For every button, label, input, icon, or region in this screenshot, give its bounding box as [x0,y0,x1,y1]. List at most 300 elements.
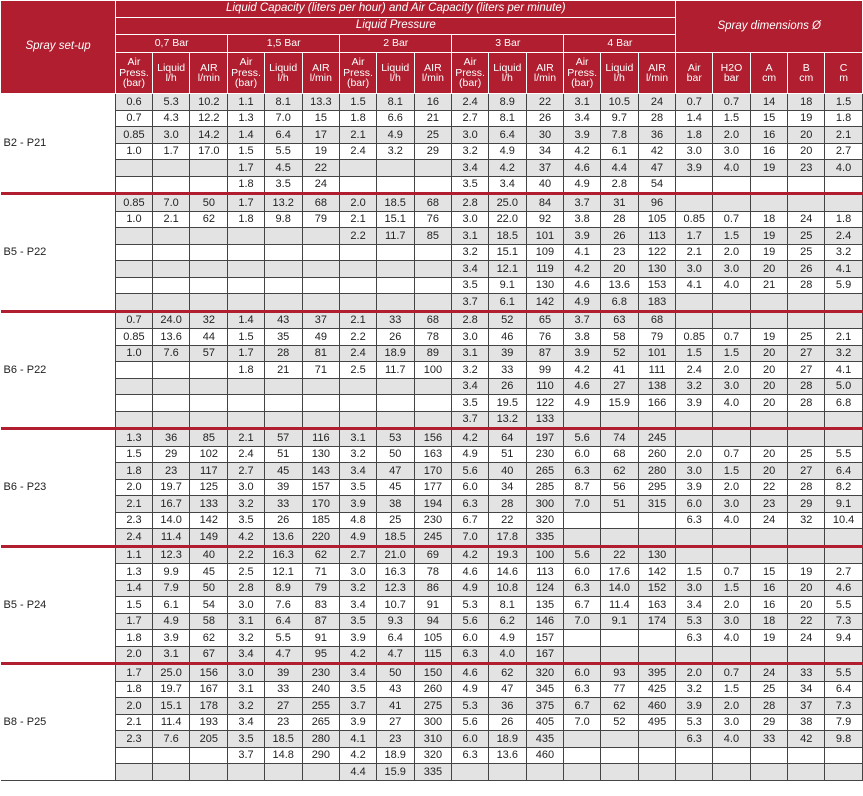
table-cell: 7.6 [152,345,190,362]
table-cell: 1.5 [340,94,377,111]
table-cell: 2.1 [152,211,190,228]
table-cell: 170 [302,496,340,513]
table-cell [600,411,638,429]
pressure-header: 3 Bar [452,35,564,53]
header-text: AIR [312,61,330,74]
table-row [1,613,863,630]
table-cell: 6.1 [152,597,190,614]
table-cell [190,261,228,278]
table-row [1,529,863,547]
table-cell: 1.5 [676,345,713,362]
table-cell: 3.1 [228,613,265,630]
table-cell: 174 [638,613,676,630]
table-cell: 20 [750,463,788,480]
table-cell: 3.2 [376,143,414,160]
table-cell: 14.2 [190,127,228,144]
table-cell: 2.4 [340,143,377,160]
table-cell [302,261,340,278]
table-cell: 28 [788,479,825,496]
table-cell: 20 [788,580,825,597]
table-cell: 12.2 [190,110,228,127]
table-cell: 163 [638,597,676,614]
table-cell: 3.7 [452,411,489,429]
table-cell: 3.2 [228,496,265,513]
table-cell: 27 [788,345,825,362]
table-cell: 10.7 [376,597,414,614]
table-cell [190,411,228,429]
table-cell: 3.0 [152,127,190,144]
table-cell: 62 [600,698,638,715]
table-cell: 3.2 [340,446,377,463]
table-cell: 3.2 [452,244,489,261]
table-cell [116,362,153,379]
table-cell: 6.4 [825,463,863,480]
pressure-header: 4 Bar [564,35,676,53]
table-cell: 27 [264,698,302,715]
table-cell: 14.6 [488,564,526,581]
table-cell: 3.1 [340,429,377,447]
table-cell: 2.0 [676,664,713,682]
table-cell: 3.2 [228,698,265,715]
table-cell [564,529,601,547]
table-cell: 4.7 [376,646,414,664]
table-cell: 2.1 [340,211,377,228]
table-cell: 13.3 [302,94,340,111]
table-cell: 9.8 [825,731,863,748]
table-cell [676,411,713,429]
table-cell: 33 [376,311,414,329]
table-cell: 4.4 [600,160,638,177]
table-cell: 6.8 [600,294,638,312]
table-cell: 10.5 [600,94,638,111]
table-cell: 3.4 [340,463,377,480]
air-flow-col-header [414,53,452,94]
table-row [1,110,863,127]
table-row [1,597,863,614]
table-cell: 3.5 [452,277,489,294]
table-cell: 6.7 [564,698,601,715]
table-cell: 5.5 [825,597,863,614]
table-cell [788,646,825,664]
table-cell: 0.7 [713,329,751,346]
table-cell [600,747,638,764]
table-cell: 8.1 [376,94,414,111]
table-cell: 40 [190,546,228,564]
table-cell: 4.9 [340,529,377,547]
table-cell: 3.1 [452,345,489,362]
table-cell: 2.7 [825,564,863,581]
table-cell: 3.9 [564,127,601,144]
table-cell [750,411,788,429]
table-cell: 21 [750,277,788,294]
table-cell: 3.2 [825,244,863,261]
table-row [1,143,863,160]
table-cell [414,277,452,294]
table-cell [414,395,452,412]
table-cell: 4.3 [152,110,190,127]
table-cell: 3.5 [264,176,302,194]
table-cell [190,764,228,781]
table-cell: 405 [526,714,564,731]
table-cell: 77 [600,681,638,698]
table-cell: 275 [414,698,452,715]
table-row [1,194,863,212]
table-cell [526,764,564,781]
table-cell [190,294,228,312]
table-cell: 1.5 [116,597,153,614]
table-cell: 45 [376,479,414,496]
table-cell [264,261,302,278]
table-row [1,378,863,395]
table-cell [152,378,190,395]
table-cell: 17.0 [190,143,228,160]
table-cell: 26 [526,110,564,127]
table-cell: 3.4 [228,646,265,664]
table-cell [825,194,863,212]
table-cell [116,411,153,429]
table-cell [152,362,190,379]
header-text: Press. [343,66,373,79]
table-cell: 28 [788,277,825,294]
table-cell [750,429,788,447]
table-cell: 6.3 [452,646,489,664]
table-cell: 3.9 [564,228,601,245]
table-cell: 15.9 [376,764,414,781]
table-cell: 25 [788,244,825,261]
liquid-col-header [376,53,414,94]
table-cell: 1.0 [116,345,153,362]
table-cell: 3.9 [340,630,377,647]
table-cell: 4.5 [264,160,302,177]
table-cell: 3.2 [228,630,265,647]
table-cell: 1.3 [116,429,153,447]
table-cell [264,228,302,245]
table-cell: 4.2 [564,362,601,379]
table-cell: 100 [414,362,452,379]
table-cell: 1.5 [713,580,751,597]
table-cell: 33 [788,664,825,682]
table-cell: 2.1 [116,496,153,513]
table-cell: 3.0 [228,479,265,496]
table-cell: 3.0 [452,329,489,346]
table-cell: 101 [638,345,676,362]
table-cell [264,411,302,429]
table-cell: 13.2 [488,411,526,429]
table-cell: 170 [414,463,452,480]
table-cell: 5.3 [676,613,713,630]
table-cell: 7.0 [564,496,601,513]
table-cell: 2.0 [116,698,153,715]
table-cell: 1.3 [228,110,265,127]
table-cell: 22 [526,94,564,111]
table-cell: 265 [302,714,340,731]
table-cell [825,646,863,664]
table-cell: 24 [788,630,825,647]
table-cell: 130 [638,546,676,564]
table-cell: 24 [750,664,788,682]
table-cell [190,378,228,395]
table-cell: 19.3 [488,546,526,564]
spray-setup-header: Spray set-up [1,1,116,94]
table-cell: 4.7 [264,646,302,664]
table-cell: 156 [190,664,228,682]
table-cell: 4.4 [340,764,377,781]
table-cell: 3.2 [452,143,489,160]
table-cell: 9.3 [376,613,414,630]
capacity-header: Liquid Capacity (liters per hour) and Air Capacity (liters per minute) [116,1,676,18]
table-cell: 25 [414,127,452,144]
table-cell: 25.0 [488,194,526,212]
table-cell: 21 [414,110,452,127]
table-cell: 1.3 [116,564,153,581]
table-cell: 6.0 [564,564,601,581]
table-cell: 130 [526,277,564,294]
table-cell: 16 [750,597,788,614]
table-cell: 36 [638,127,676,144]
table-cell: 2.5 [340,362,377,379]
table-cell [713,294,751,312]
table-cell: 3.9 [676,698,713,715]
table-cell: 3.8 [564,329,601,346]
table-cell: 14 [750,94,788,111]
table-cell [788,529,825,547]
table-cell: 345 [526,681,564,698]
table-cell: 19 [788,564,825,581]
table-cell [414,378,452,395]
table-cell [825,764,863,781]
table-cell: 10.8 [488,580,526,597]
table-cell [376,378,414,395]
table-cell: 375 [526,698,564,715]
table-cell: 67 [190,646,228,664]
table-cell [116,294,153,312]
table-cell: 10.4 [825,512,863,529]
table-cell [676,529,713,547]
table-cell [825,411,863,429]
table-cell: 3.5 [228,731,265,748]
table-cell [228,411,265,429]
table-cell: 1.8 [825,110,863,127]
table-cell: 3.0 [713,613,751,630]
table-row [1,228,863,245]
table-cell: 1.8 [340,110,377,127]
table-cell: 6.7 [564,597,601,614]
header-text: bar [686,72,702,84]
table-cell: 62 [488,664,526,682]
table-cell: 62 [302,546,340,564]
table-row [1,429,863,447]
table-cell: 395 [638,664,676,682]
table-cell: 6.0 [564,664,601,682]
table-cell: 0.7 [713,94,751,111]
table-cell: 320 [414,747,452,764]
table-cell: 28 [264,345,302,362]
table-cell: 5.6 [564,429,601,447]
table-cell: 18.5 [264,731,302,748]
table-cell: 20 [750,395,788,412]
table-cell: 5.0 [825,378,863,395]
table-cell: 105 [414,630,452,647]
table-cell: 32 [190,311,228,329]
table-cell: 2.8 [452,311,489,329]
table-cell [788,294,825,312]
table-cell: 49 [302,329,340,346]
table-row [1,176,863,194]
table-cell [376,294,414,312]
header-text: AIR [648,61,666,74]
table-cell: 17.6 [600,564,638,581]
table-cell: 20 [788,127,825,144]
table-cell [264,277,302,294]
table-cell: 130 [638,261,676,278]
table-cell [414,411,452,429]
table-cell [116,395,153,412]
table-cell: 3.9 [676,395,713,412]
table-cell: 30 [526,127,564,144]
table-cell: 9.1 [825,496,863,513]
header-text: Liquid [605,61,634,74]
table-cell [264,244,302,261]
table-cell [750,546,788,564]
table-cell: 3.2 [340,580,377,597]
table-cell: 495 [638,714,676,731]
table-cell [788,194,825,212]
table-cell [340,261,377,278]
table-cell: 51 [488,446,526,463]
table-cell: 1.5 [228,329,265,346]
table-cell: 2.4 [228,446,265,463]
air-pressure-col-header [116,53,153,94]
table-cell: 1.0 [116,143,153,160]
table-cell: 0.7 [713,664,751,682]
table-cell: 22 [600,546,638,564]
table-cell: 4.0 [713,731,751,748]
header-text: AIR [200,61,218,74]
table-cell: 52 [600,345,638,362]
table-cell: 23 [264,714,302,731]
table-cell [302,395,340,412]
spray-dimensions-header: Spray dimensions Ø [676,1,863,53]
table-cell: 32 [788,512,825,529]
table-cell: 44 [190,329,228,346]
table-cell [713,529,751,547]
table-cell: 240 [302,681,340,698]
table-row [1,764,863,781]
table-cell: 260 [414,681,452,698]
table-cell [600,731,638,748]
table-cell: 7.0 [452,529,489,547]
table-cell: 76 [414,211,452,228]
table-cell: 18.5 [376,194,414,212]
table-cell: 16.3 [264,546,302,564]
table-cell: 19 [302,143,340,160]
table-cell: 5.5 [264,143,302,160]
table-cell: 105 [638,211,676,228]
table-cell: 3.4 [488,176,526,194]
table-cell: 17.8 [488,529,526,547]
table-cell [302,764,340,781]
table-cell: 27 [600,378,638,395]
table-row [1,277,863,294]
table-cell [152,294,190,312]
table-cell: 95 [302,646,340,664]
table-cell [788,546,825,564]
table-cell: 1.5 [713,463,751,480]
table-cell: 68 [638,311,676,329]
table-cell [116,764,153,781]
table-cell: 5.6 [564,546,601,564]
table-cell: 13.6 [488,747,526,764]
table-cell: 152 [638,580,676,597]
table-cell [152,244,190,261]
spray-setup-label: B5 - P24 [1,546,116,664]
dimension-col-header [788,53,825,94]
table-cell: 245 [638,429,676,447]
table-cell: 110 [526,378,564,395]
table-cell: 122 [526,395,564,412]
header-text: l/h [501,72,513,84]
table-cell: 26 [788,261,825,278]
table-cell [190,228,228,245]
table-cell [302,228,340,245]
table-cell: 3.0 [676,261,713,278]
table-cell: 167 [526,646,564,664]
table-cell: 26 [264,512,302,529]
table-cell [152,764,190,781]
header-text: Air [575,56,589,69]
table-cell: 1.0 [116,211,153,228]
table-cell [638,646,676,664]
table-cell: 2.7 [825,143,863,160]
table-cell: 38 [788,714,825,731]
table-cell: 183 [638,294,676,312]
air-flow-col-header [526,53,564,94]
table-cell: 15.1 [488,244,526,261]
table-cell: 3.0 [713,496,751,513]
table-cell: 7.6 [264,597,302,614]
table-cell: 3.4 [228,714,265,731]
table-cell: 130 [302,446,340,463]
table-row [1,211,863,228]
table-cell [152,160,190,177]
table-cell: 2.0 [713,698,751,715]
table-cell: 6.3 [676,630,713,647]
table-cell [452,764,489,781]
table-cell: 28 [750,698,788,715]
table-cell: 4.6 [564,378,601,395]
table-cell: 15.9 [600,395,638,412]
table-cell [116,261,153,278]
table-cell: 3.9 [340,714,377,731]
table-cell: 23 [376,731,414,748]
table-cell: 37 [302,311,340,329]
table-cell: 1.4 [676,110,713,127]
table-cell: 51 [264,446,302,463]
table-cell [750,194,788,212]
table-cell: 157 [526,630,564,647]
table-cell: 68 [302,194,340,212]
header-text: Press. [119,66,149,79]
table-cell: 1.8 [116,630,153,647]
table-cell: 50 [376,664,414,682]
header-text: A [765,61,773,74]
table-cell: 4.1 [340,731,377,748]
table-cell: 13.2 [264,194,302,212]
table-cell: 101 [526,228,564,245]
table-cell [600,512,638,529]
header-text: AIR [424,61,442,74]
table-cell: 22 [302,160,340,177]
